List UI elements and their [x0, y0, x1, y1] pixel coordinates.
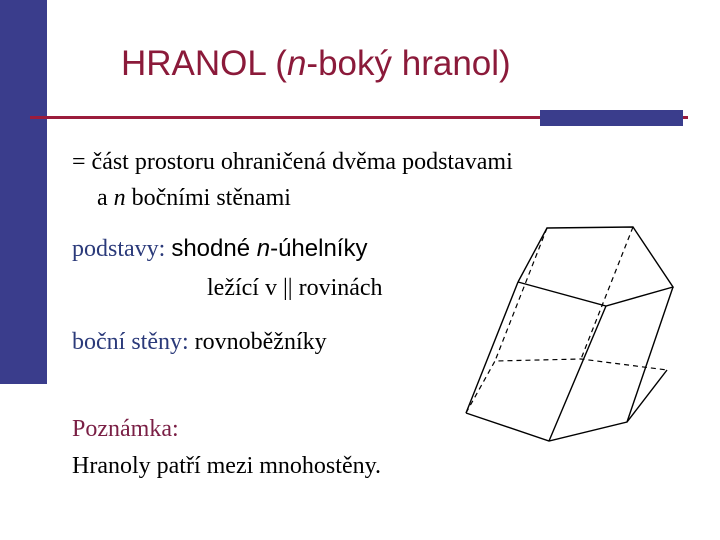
prism-hidden-edge-2	[581, 227, 633, 359]
prism-illustration	[455, 218, 695, 448]
bases-line-2: ležící v || rovinách	[207, 275, 383, 301]
title-suffix: -boký hranol)	[306, 44, 511, 83]
slide-title	[121, 44, 511, 84]
bases-line	[72, 235, 367, 263]
left-accent-bar	[0, 0, 47, 384]
prism-hidden-bottom	[466, 359, 667, 413]
prism-edge-front	[549, 306, 606, 441]
title-italic-n: n	[286, 44, 307, 83]
side-faces-line	[72, 328, 327, 356]
prism-edge-left	[466, 282, 518, 413]
side-faces-label: boční stěny:	[72, 329, 189, 355]
note-label: Poznámka:	[72, 416, 179, 442]
prism-top-base	[518, 227, 673, 306]
title-prefix: HRANOL (	[121, 44, 287, 83]
prism-hidden-edge-1	[495, 228, 547, 361]
note-text: Hranoly patří mezi mnohostěny.	[72, 453, 382, 479]
bases-label: podstavy:	[72, 236, 166, 262]
side-faces-value: rovnoběžníky	[194, 329, 327, 355]
prism-bottom-base	[466, 370, 667, 441]
definition-line-1: = část prostoru ohraničená dvěma podstavami	[72, 149, 513, 175]
prism-edge-right	[627, 287, 673, 422]
title-underline-block	[540, 110, 683, 126]
bases-value: shodné n-úhelníky	[171, 235, 368, 262]
definition-line-2: a n bočními stěnami	[97, 185, 291, 211]
